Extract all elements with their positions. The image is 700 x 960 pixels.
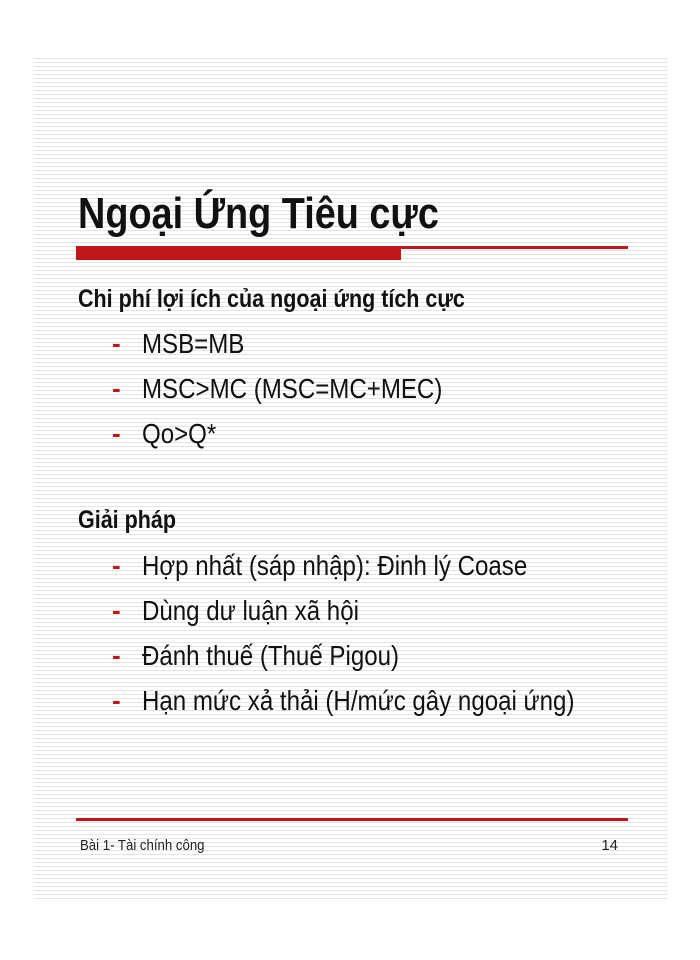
- list-item-text: Đánh thuế (Thuế Pigou): [142, 639, 400, 671]
- list-item-text: Hợp nhất (sáp nhập): Đinh lý Coase: [142, 549, 528, 581]
- footer-course-title: Bài 1- Tài chính công: [80, 837, 205, 854]
- list-item: [112, 411, 491, 456]
- list-item: [112, 321, 491, 366]
- slide-title: Ngoại Ứng Tiêu cực: [78, 189, 439, 238]
- section-heading-solutions: Giải pháp: [78, 506, 176, 534]
- dash-bullet-icon: -: [112, 373, 121, 403]
- slide: [34, 58, 668, 901]
- list-item: [112, 588, 645, 633]
- dash-bullet-icon: -: [112, 595, 121, 625]
- dash-bullet-icon: -: [112, 640, 121, 670]
- list-item-text: Qo>Q*: [142, 417, 217, 449]
- list-item-text: MSC>MC (MSC=MC+MEC): [142, 372, 443, 404]
- dash-bullet-icon: -: [112, 328, 121, 358]
- footer-page-number: 14: [601, 837, 618, 854]
- list-item: [112, 633, 645, 678]
- footer-rule: [76, 818, 628, 821]
- dash-bullet-icon: -: [112, 685, 121, 715]
- dash-bullet-icon: -: [112, 418, 121, 448]
- list-item-text: Dùng dư luận xã hội: [142, 594, 359, 626]
- list-item: [112, 678, 645, 723]
- section-heading-costs-benefits: Chi phí lợi ích của ngoại ứng tích cực: [78, 285, 465, 313]
- list-item-text: MSB=MB: [142, 327, 245, 359]
- costs-benefits-list: [112, 321, 491, 456]
- list-item: [112, 366, 491, 411]
- title-underline-thick: [76, 249, 401, 260]
- list-item: [112, 543, 645, 588]
- dash-bullet-icon: -: [112, 550, 121, 580]
- list-item-text: Hạn mức xả thải (H/mức gây ngoại ứng): [142, 684, 575, 716]
- solutions-list: [112, 543, 645, 723]
